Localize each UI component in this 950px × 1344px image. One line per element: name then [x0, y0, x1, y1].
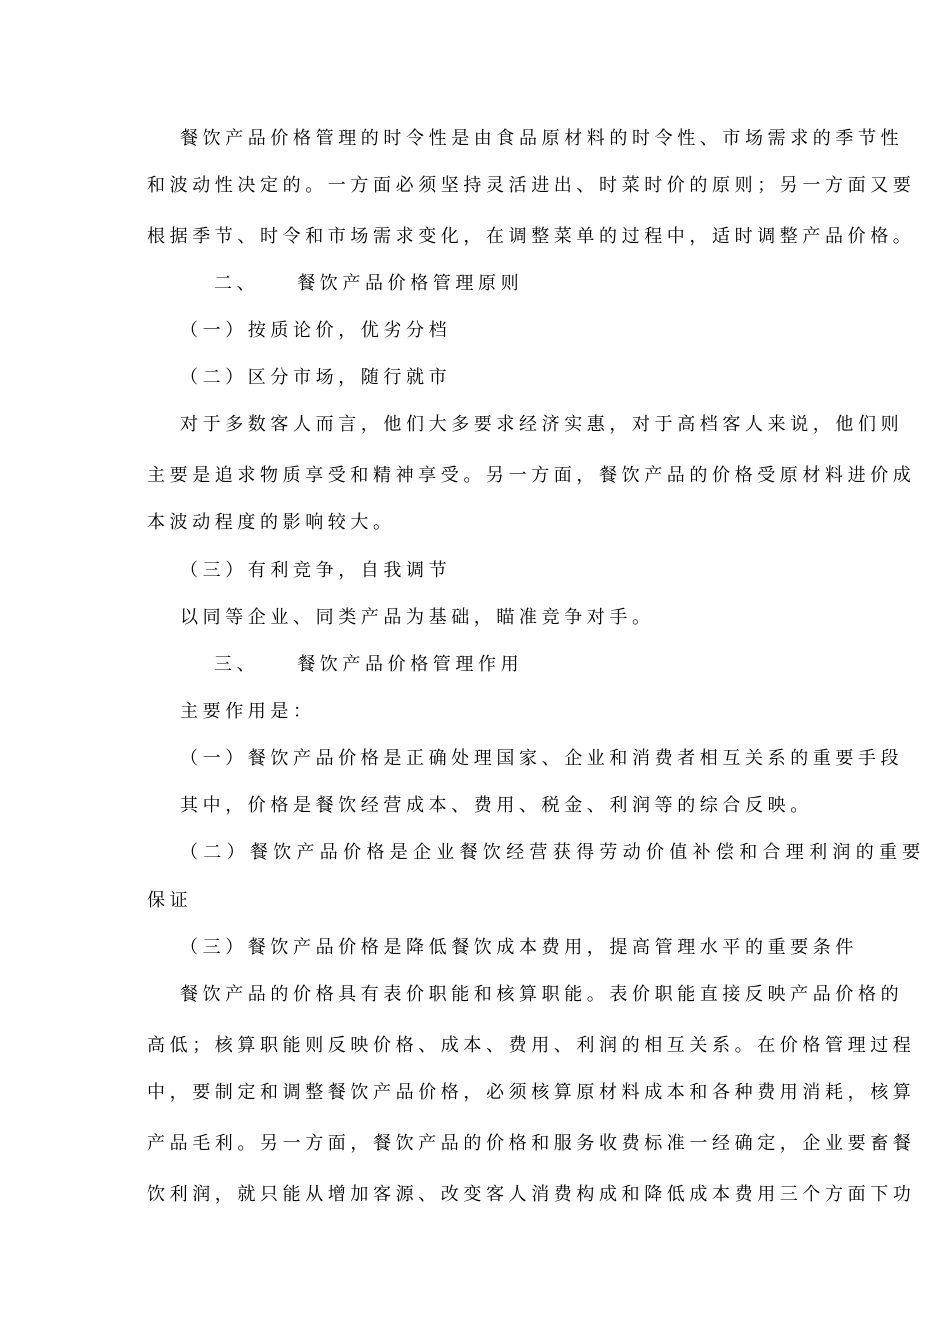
paragraph-line: 以同等企业、同类产品为基础，瞄准竞争对手。 — [180, 607, 655, 628]
paragraph-line: 对于多数客人而言，他们大多要求经济实惠，对于高档客人来说，他们则 — [180, 414, 904, 435]
section-title: 餐饮产品价格管理作用 — [297, 654, 524, 675]
paragraph-line: 主要作用是： — [180, 701, 316, 722]
paragraph-line: 其中，价格是餐饮经营成本、费用、税金、利润等的综合反映。 — [180, 795, 813, 816]
section-title: 餐饮产品价格管理原则 — [297, 273, 524, 294]
paragraph-line: 保证 — [147, 890, 193, 911]
section-heading — [214, 653, 874, 677]
paragraph-line: 主要是追求物质享受和精神享受。另一方面，餐饮产品的价格受原材料进价成 — [147, 465, 916, 486]
paragraph-line: 中，要制定和调整餐饮产品价格，必须核算原材料成本和各种费用消耗，核算 — [147, 1082, 916, 1103]
subheading: （二）餐饮产品价格是企业餐饮经营获得劳动价值补偿和合理利润的重要 — [180, 842, 926, 863]
subheading: （三）有利竞争，自我调节 — [180, 560, 452, 581]
paragraph-line: 餐饮产品价格管理的时令性是由食品原材料的时令性、市场需求的季节性 — [180, 128, 904, 149]
paragraph-line: 产品毛利。另一方面，餐饮产品的价格和服务收费标准一经确定，企业要畜餐 — [147, 1133, 916, 1154]
paragraph-line: 饮利润，就只能从增加客源、改变客人消费构成和降低成本费用三个方面下功 — [147, 1184, 916, 1205]
section-number: 三、 — [214, 654, 260, 675]
section-heading — [214, 272, 874, 296]
section-number: 二、 — [214, 273, 260, 294]
subheading: （二）区分市场，随行就市 — [180, 367, 452, 388]
paragraph-line: 根据季节、时令和市场需求变化，在调整菜单的过程中，适时调整产品价格。 — [147, 226, 916, 247]
paragraph-line: 高低；核算职能则反映价格、成本、费用、利润的相互关系。在价格管理过程 — [147, 1035, 916, 1056]
paragraph-line: 餐饮产品的价格具有表价职能和核算职能。表价职能直接反映产品价格的 — [180, 984, 904, 1005]
paragraph-line: 和波动性决定的。一方面必须坚持灵活进出、时菜时价的原则；另一方面又要 — [147, 175, 916, 196]
subheading: （一）餐饮产品价格是正确处理国家、企业和消费者相互关系的重要手段 — [180, 748, 904, 769]
subheading: （一）按质论价，优劣分档 — [180, 320, 452, 341]
subheading: （三）餐饮产品价格是降低餐饮成本费用，提高管理水平的重要条件 — [180, 937, 858, 958]
paragraph-line: 本波动程度的影响较大。 — [147, 512, 396, 533]
